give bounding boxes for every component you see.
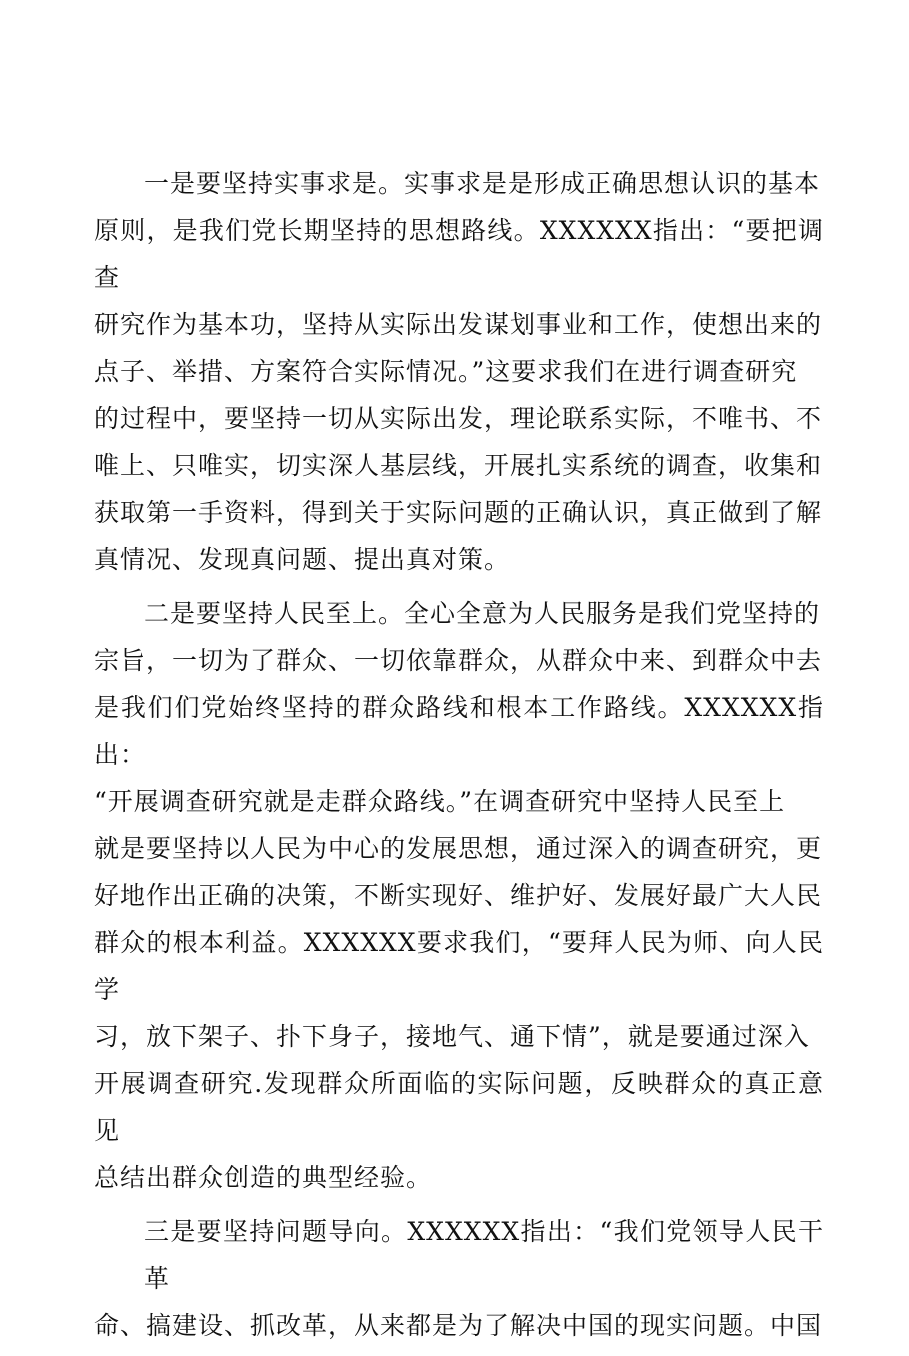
- text-line: 是我们们党始终坚持的群众路线和根本工作路线。XXXXXX指出：: [94, 693, 824, 769]
- text-line: 唯上、只唯实，切实深人基层线，开展扎实系统的调查，收集和: [94, 451, 823, 480]
- text-line: 三是要坚持问题导向。XXXXXX指出：“我们党领导人民干革: [144, 1217, 824, 1293]
- text-line: 原则，是我们党长期坚持的思想路线。XXXXXX指出：“要把调查: [94, 216, 824, 292]
- text-line: 二是要坚持人民至上。全心全意为人民服务是我们党坚持的: [144, 599, 821, 628]
- text-line: 就是要坚持以人民为中心的发展思想，通过深入的调查研究，更: [94, 834, 823, 863]
- text-line: 习，放下架子、扑下身子，接地气、通下情”，就是要通过深入: [94, 1022, 810, 1051]
- text-line: 的过程中，要坚持一切从实际出发，理论联系实际，不唯书、不: [94, 404, 823, 433]
- text-line: 总结出群众创造的典型经验。: [94, 1163, 433, 1192]
- text-line: 宗旨，一切为了群众、一切依靠群众，从群众中来、到群众中去: [94, 646, 823, 675]
- document-body: [94, 160, 824, 1356]
- text-line: 好地作出正确的决策，不断实现好、维护好、发展好最广大人民: [94, 881, 823, 910]
- text-line: 群众的根本利益。XXXXXX要求我们，“要拜人民为师、向人民学: [94, 928, 824, 1004]
- text-line: 命、搞建设、抓改革，从来都是为了解决中国的现实问题。中国: [94, 1311, 823, 1340]
- paragraph-1: [94, 160, 824, 583]
- text-line: 一是要坚持实事求是。实事求是是形成正确思想认识的基本: [144, 169, 821, 198]
- text-line: 研究作为基本功，坚持从实际出发谋划事业和工作，使想出来的: [94, 310, 823, 339]
- text-line: 点子、举措、方案符合实际情况。”这要求我们在进行调查研究: [94, 357, 798, 386]
- text-line: 获取第一手资料，得到关于实际问题的正确认识，真正做到了解: [94, 498, 823, 527]
- paragraph-2: [94, 590, 824, 1201]
- text-line: 真情况、发现真问题、提出真对策。: [94, 545, 511, 574]
- text-line: 开展调查研究.发现群众所面临的实际问题，反映群众的真正意见: [94, 1069, 824, 1145]
- paragraph-3: [94, 1208, 824, 1349]
- text-line: “开展调查研究就是走群众路线。”在调查研究中坚持人民至上: [94, 787, 786, 816]
